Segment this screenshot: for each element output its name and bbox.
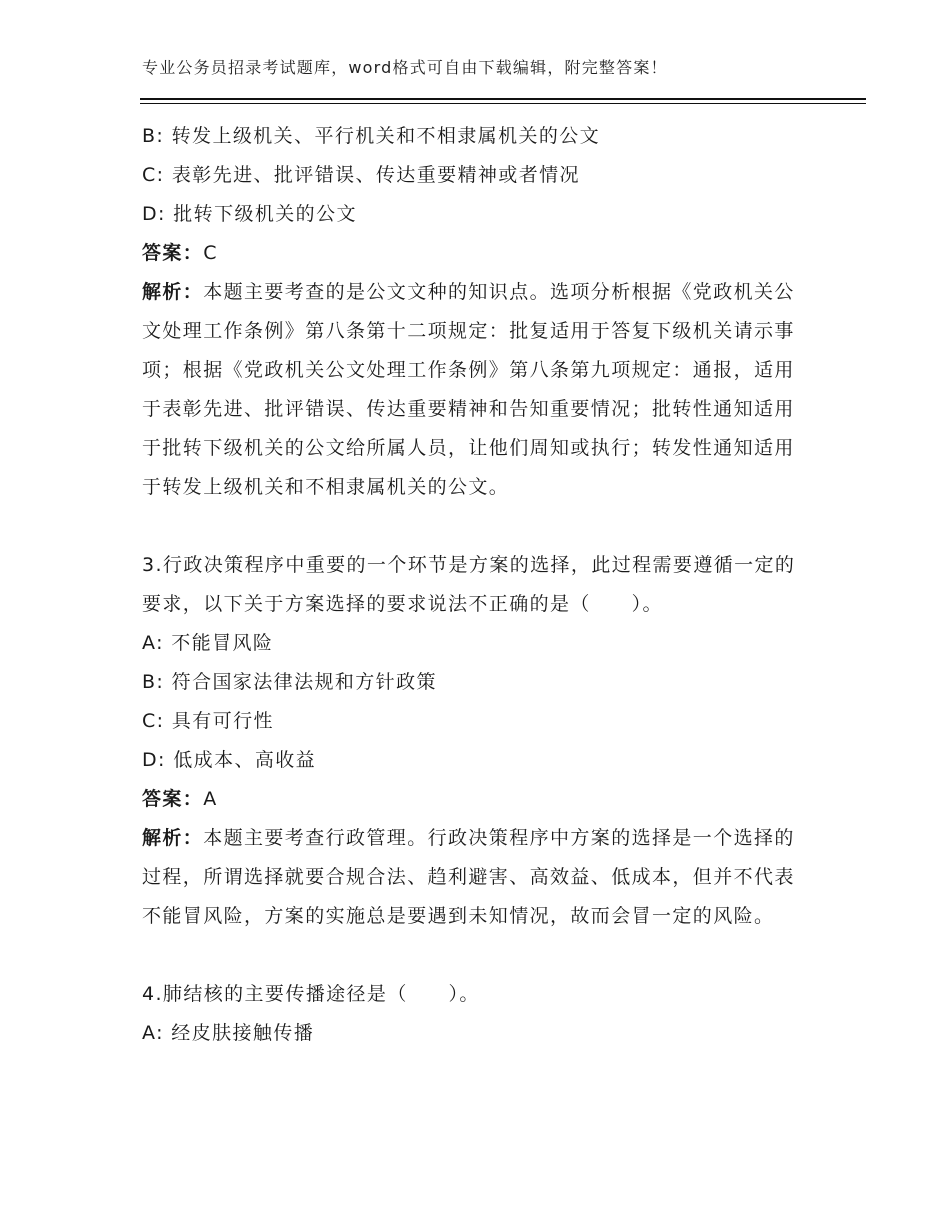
q2-answer-label: 答案：: [142, 242, 204, 264]
q2-analysis: [142, 273, 798, 507]
q2-answer: [142, 234, 798, 273]
document-body: [142, 117, 798, 1053]
header-rule-thin: [140, 103, 866, 104]
q3-answer-value: A: [203, 788, 218, 810]
spacer: [142, 936, 798, 975]
q4-stem: 4.肺结核的主要传播途径是（ ）。: [142, 983, 480, 1005]
q3-option-d: D: 低成本、高收益: [142, 749, 317, 771]
q2-option-b: B: 转发上级机关、平行机关和不相隶属机关的公文: [142, 125, 601, 147]
q3-answer-label: 答案：: [142, 788, 204, 810]
spacer: [142, 507, 798, 546]
q2-answer-value: C: [203, 242, 218, 264]
q3-analysis: [142, 819, 798, 936]
q4-option-a: A: 经皮肤接触传播: [142, 1022, 315, 1044]
q3-option-c: C: 具有可行性: [142, 710, 274, 732]
q3-answer: [142, 780, 798, 819]
q3-analysis-label: 解析：: [142, 827, 204, 849]
q2-analysis-label: 解析：: [142, 281, 204, 303]
page-header: 专业公务员招录考试题库，word格式可自由下载编辑，附完整答案！: [142, 58, 668, 77]
q2-analysis-text: 本题主要考查的是公文文种的知识点。选项分析根据《党政机关公文处理工作条例》第八条第十二项规定：批复适用于答复下级机关请示事项；根据《党政机关公文处理工作条例》第八条第九项规定：通报，适用于表彰先进、批评错误、传达重要精神和告知重要情况；批转性通知适用于批转下级机关的公文给所属人员，让他们周知或执行；转发性通知适用于转发上级机关和不相隶属机关的公文。: [142, 281, 795, 498]
q2-option-d: D: 批转下级机关的公文: [142, 203, 357, 225]
q3-option-a: A: 不能冒风险: [142, 632, 274, 654]
q3-stem: 3.行政决策程序中重要的一个环节是方案的选择，此过程需要遵循一定的要求，以下关于方案选择的要求说法不正确的是（ ）。: [142, 554, 796, 615]
q3-option-b: B: 符合国家法律法规和方针政策: [142, 671, 437, 693]
q3-analysis-text: 本题主要考查行政管理。行政决策程序中方案的选择是一个选择的过程，所谓选择就要合规合法、趋利避害、高效益、低成本，但并不代表不能冒风险，方案的实施总是要遇到未知情况，故而会冒一定的风险。: [142, 827, 795, 927]
header-rule-thick: [140, 98, 866, 100]
q2-option-c: C: 表彰先进、批评错误、传达重要精神或者情况: [142, 164, 580, 186]
